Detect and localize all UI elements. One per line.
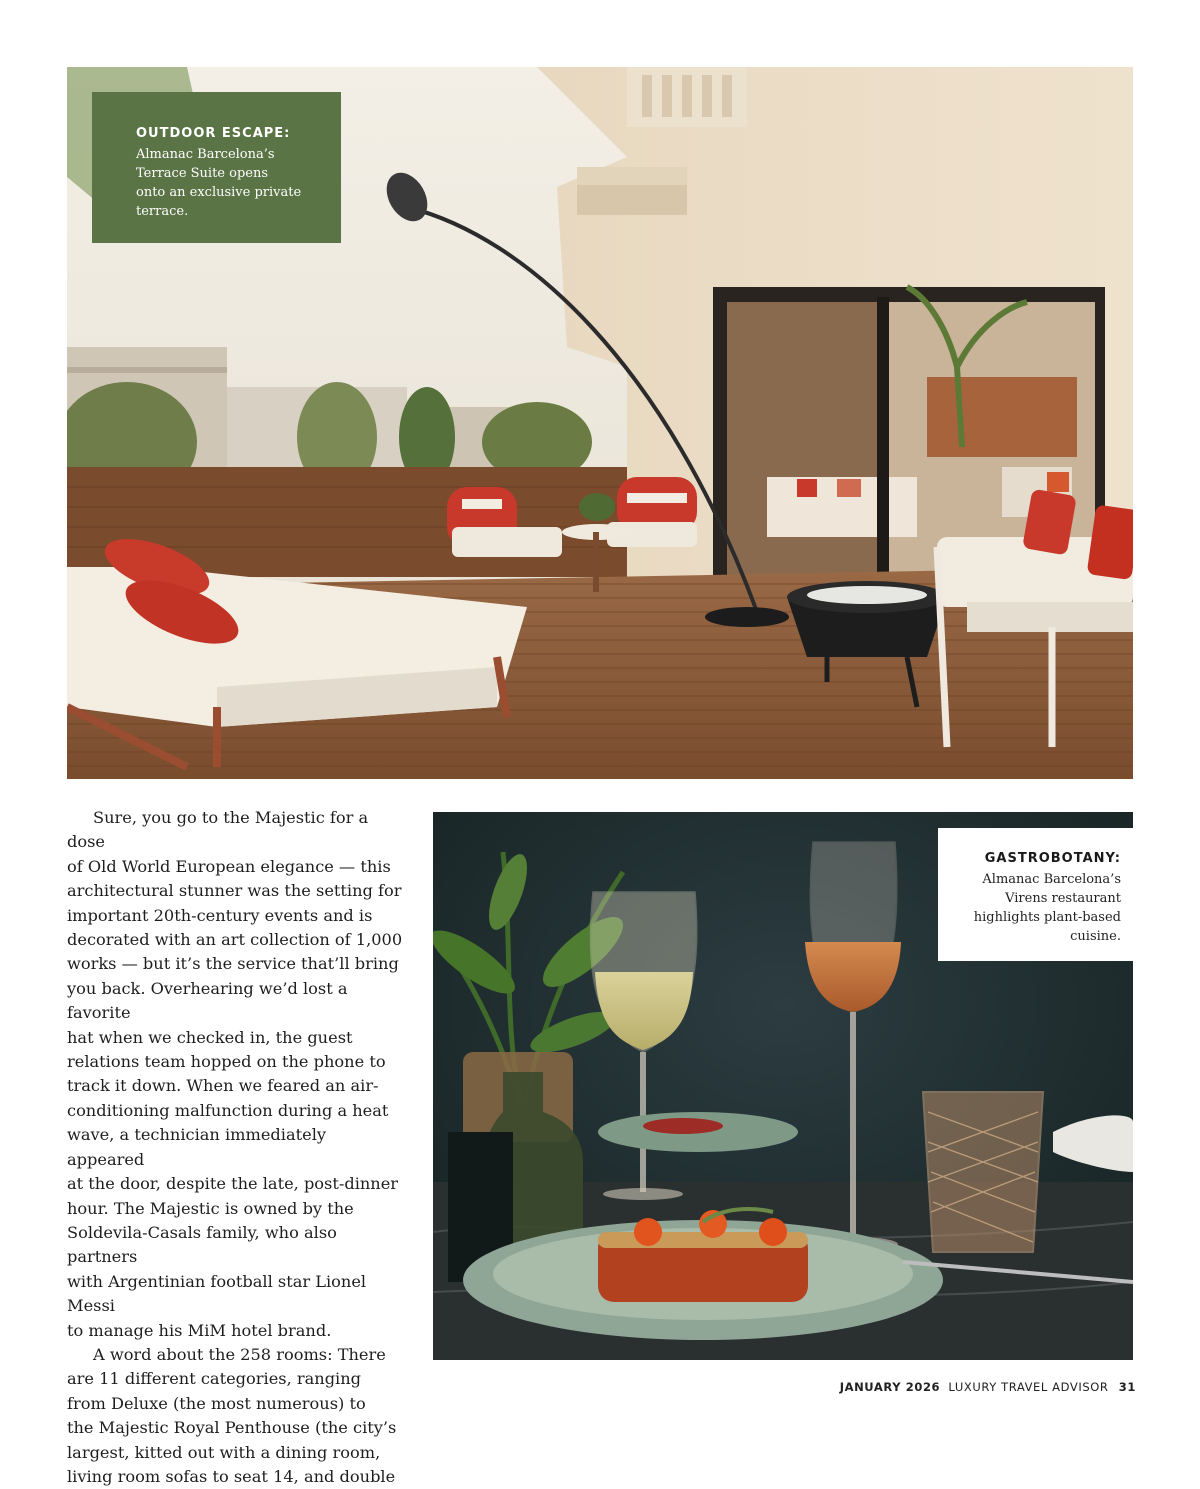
gastrobotany-caption	[938, 828, 1133, 961]
article-body	[67, 806, 407, 1489]
article-paragraph: Sure, you go to the Majestic for a dose of Old World European elegance — this architectural stunner was the setting for important 20th-century events and is decorated with an art collection of 1,000 works — but it’s the service that’ll bring you back. Overhearing we’d lost a favorite hat when we checked in, the guest relations team hopped on the phone to track it down. When we feared an air- conditioning malfunction during a heat wave, a technician immediately appeared at the door, despite the late, post-dinner hour. The Majestic is owned by the Soldevila-Casals family, who also partners with Argentinian football star Lionel Messi to manage his MiM hotel brand.	[67, 808, 403, 1340]
magazine-name: LUXURY TRAVEL ADVISOR	[948, 1380, 1109, 1394]
caption-text: Almanac Barcelona’s Terrace Suite opens onto an exclusive private terrace.	[136, 147, 302, 219]
caption-text: Almanac Barcelona’s Virens restaurant highlights plant-based cuisine.	[973, 872, 1121, 944]
issue-date: JANUARY 2026	[839, 1380, 941, 1394]
caption-title: GASTROBOTANY:	[984, 851, 1121, 866]
page-number: 31	[1118, 1380, 1136, 1394]
caption-title: OUTDOOR ESCAPE:	[136, 126, 291, 141]
article-paragraph: A word about the 258 rooms: There are 11 different categories, ranging from Deluxe (the most numerous) to the Majestic Royal Penthouse (the city’s largest, kitted out with a dining room, living room sofas to seat 14, and double	[67, 1344, 397, 1486]
page-footer	[840, 1380, 1136, 1394]
outdoor-escape-caption	[92, 92, 341, 243]
